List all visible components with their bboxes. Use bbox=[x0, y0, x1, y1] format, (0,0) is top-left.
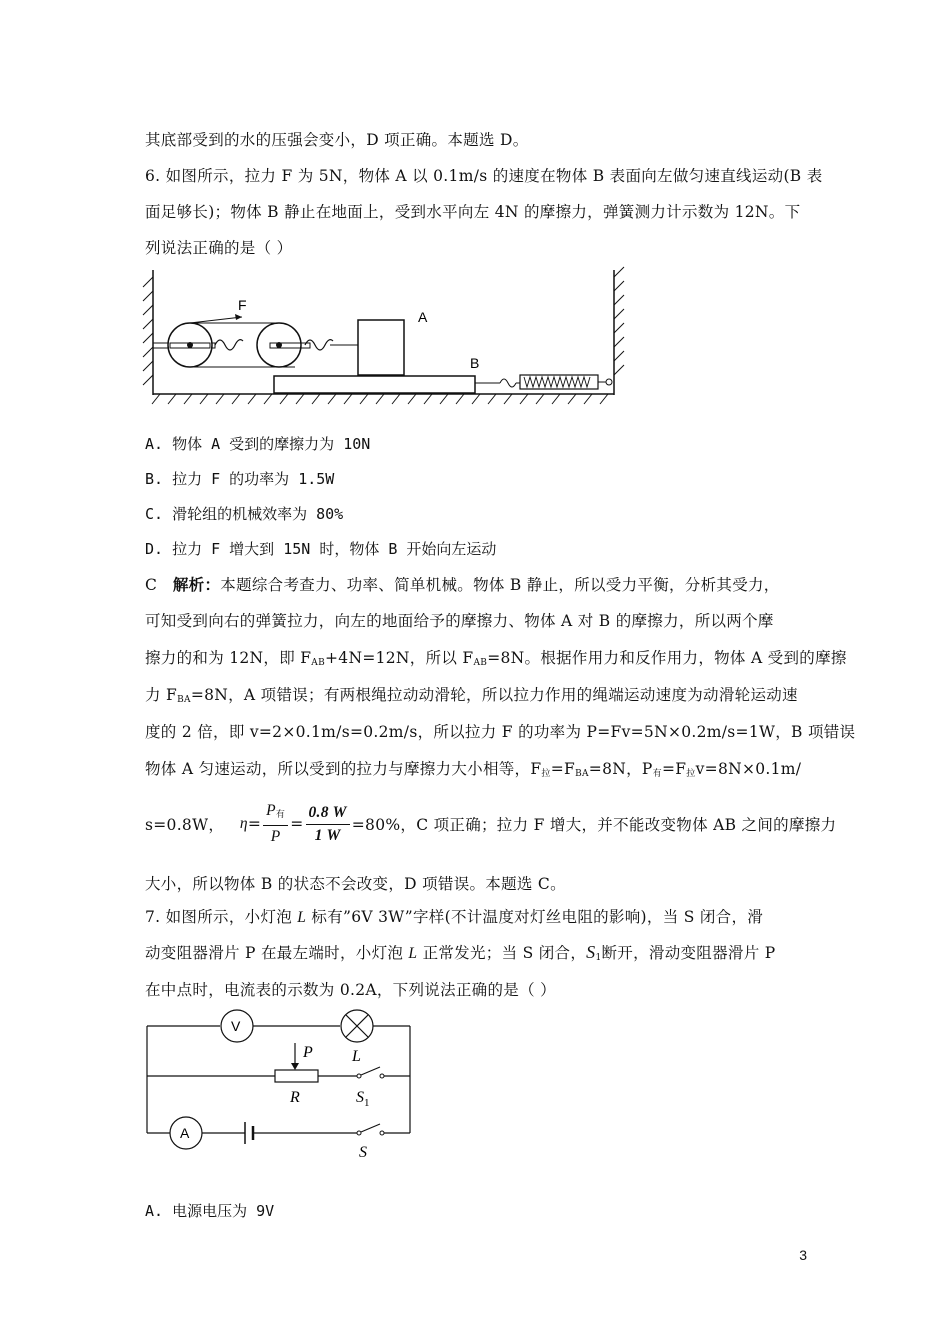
text-segment: +4N=12N，所以 F bbox=[325, 649, 474, 667]
text-segment: 正常发光；当 S 闭合， bbox=[417, 944, 587, 962]
label-s1: $S_1$ bbox=[356, 1089, 370, 1109]
question-7-line-3: 在中点时，电流表的示数为 0.2A，下列说法正确的是（ ） bbox=[145, 981, 556, 999]
equals: = bbox=[290, 815, 304, 833]
text-segment: =8N。根据作用力和反作用力，物体 A 受到的摩擦 bbox=[487, 649, 847, 667]
label-b: B bbox=[470, 355, 480, 371]
pulley-figure bbox=[140, 265, 630, 410]
subscript: BA bbox=[575, 769, 589, 779]
option-c: C. 滑轮组的机械效率为 80% bbox=[145, 505, 344, 523]
question-6-line-1: 6. 如图所示，拉力 F 为 5N，物体 A 以 0.1m/s 的速度在物体 B 表面向左做匀速直线运动(B 表 bbox=[145, 167, 823, 185]
text-segment: s=0.8W， bbox=[145, 816, 225, 834]
subscript: BA bbox=[177, 695, 191, 705]
text-segment: =80%，C 项正确；拉力 F 增大，并不能改变物体 AB 之间的摩擦力 bbox=[351, 816, 837, 834]
text-segment: =F bbox=[550, 760, 576, 778]
symbol-l: L bbox=[408, 945, 418, 962]
question-6-line-3: 列说法正确的是（ ） bbox=[145, 239, 293, 257]
fraction-p bbox=[263, 800, 288, 848]
subscript: AB bbox=[473, 658, 488, 668]
text-segment: 擦力的和为 12N，即 F bbox=[145, 649, 312, 667]
rheostat bbox=[275, 1070, 318, 1082]
question-7-line-2 bbox=[145, 941, 775, 963]
fraction-numerator: P bbox=[266, 802, 276, 819]
text-segment: 断开，滑动变阻器滑片 P bbox=[601, 944, 776, 962]
analysis-line-7 bbox=[145, 800, 836, 848]
option-d: D. 拉力 F 增大到 15N 时，物体 B 开始向左运动 bbox=[145, 540, 497, 558]
label-p: P bbox=[303, 1044, 313, 1061]
fraction-denominator: P bbox=[270, 828, 281, 845]
analysis-line-6 bbox=[145, 757, 801, 779]
symbol-s1: S bbox=[586, 942, 596, 962]
analysis-line-2: 可知受到向右的弹簧拉力，向左的地面给予的摩擦力、物体 A 对 B 的摩擦力，所以两个摩 bbox=[145, 612, 774, 630]
label-s: S bbox=[359, 1144, 367, 1161]
subscript: 拉 bbox=[541, 769, 551, 779]
text-segment: 7. 如图所示，小灯泡 bbox=[145, 908, 298, 926]
page-number: 3 bbox=[799, 1247, 807, 1263]
answer-letter: C bbox=[145, 576, 158, 594]
analysis-line-5: 度的 2 倍，即 v=2×0.1m/s=0.2m/s，所以拉力 F 的功率为 P=Fv=5N×0.2m/s=1W，B 项错误 bbox=[145, 723, 856, 741]
subscript: AB bbox=[311, 658, 326, 668]
symbol-l: L bbox=[297, 909, 307, 926]
text-segment: 动变阻器滑片 P 在最左端时，小灯泡 bbox=[145, 944, 409, 962]
text-segment: 物体 A 匀速运动，所以受到的拉力与摩擦力大小相等，F bbox=[145, 760, 542, 778]
text-segment: v=8N×0.1m/ bbox=[695, 760, 802, 778]
analysis-line-4 bbox=[145, 683, 798, 705]
analysis-line-3 bbox=[145, 646, 847, 668]
label-l: L bbox=[352, 1048, 361, 1065]
circuit-diagram bbox=[140, 1008, 420, 1163]
label-r: R bbox=[290, 1089, 300, 1106]
analysis-line-8: 大小，所以物体 B 的状态不会改变，D 项错误。本题选 C。 bbox=[145, 875, 566, 893]
text-segment: 标有”6V 3W”字样(不计温度对灯丝电阻的影响)，当 S 闭合，滑 bbox=[306, 908, 764, 926]
question-7-line-1 bbox=[145, 905, 763, 927]
question-6-line-2: 面足够长)；物体 B 静止在地面上，受到水平向左 4N 的摩擦力，弹簧测力计示数为 12N。下 bbox=[145, 203, 801, 221]
subscript: 1 bbox=[595, 953, 602, 963]
label-a: A bbox=[418, 309, 428, 325]
subscript: 有 bbox=[275, 809, 286, 819]
label-f: F bbox=[238, 297, 247, 313]
subscript: 有 bbox=[652, 769, 662, 779]
text-segment: =8N，A 项错误；有两根绳拉动动滑轮，所以拉力作用的绳端运动速度为动滑轮运动速 bbox=[190, 686, 798, 704]
text-line: 其底部受到的水的压强会变小，D 项正确。本题选 D。 bbox=[145, 131, 529, 149]
text-segment: =F bbox=[661, 760, 687, 778]
text-segment: =8N，P bbox=[588, 760, 653, 778]
analysis-text: 本题综合考查力、功率、简单机械。物体 B 静止，所以受力平衡，分析其受力， bbox=[220, 576, 780, 594]
eta-symbol: η bbox=[239, 815, 248, 832]
ammeter-label: A bbox=[180, 1125, 190, 1141]
option-a: A. 物体 A 受到的摩擦力为 10N bbox=[145, 435, 371, 453]
option-7-a: A. 电源电压为 9V bbox=[145, 1202, 275, 1220]
subscript: 拉 bbox=[686, 769, 696, 779]
board-b bbox=[274, 376, 475, 393]
fraction-w bbox=[306, 802, 350, 847]
block-a bbox=[358, 320, 404, 375]
option-b: B. 拉力 F 的功率为 1.5W bbox=[145, 470, 335, 488]
analysis-tag: 解析： bbox=[172, 575, 221, 594]
equals: = bbox=[247, 815, 262, 833]
voltmeter-label: V bbox=[231, 1018, 241, 1034]
analysis-line-1 bbox=[145, 573, 780, 595]
fraction-numerator: 0.8 W bbox=[306, 802, 350, 825]
fraction-denominator: 1 W bbox=[314, 826, 341, 844]
text-segment: 力 F bbox=[145, 686, 178, 704]
